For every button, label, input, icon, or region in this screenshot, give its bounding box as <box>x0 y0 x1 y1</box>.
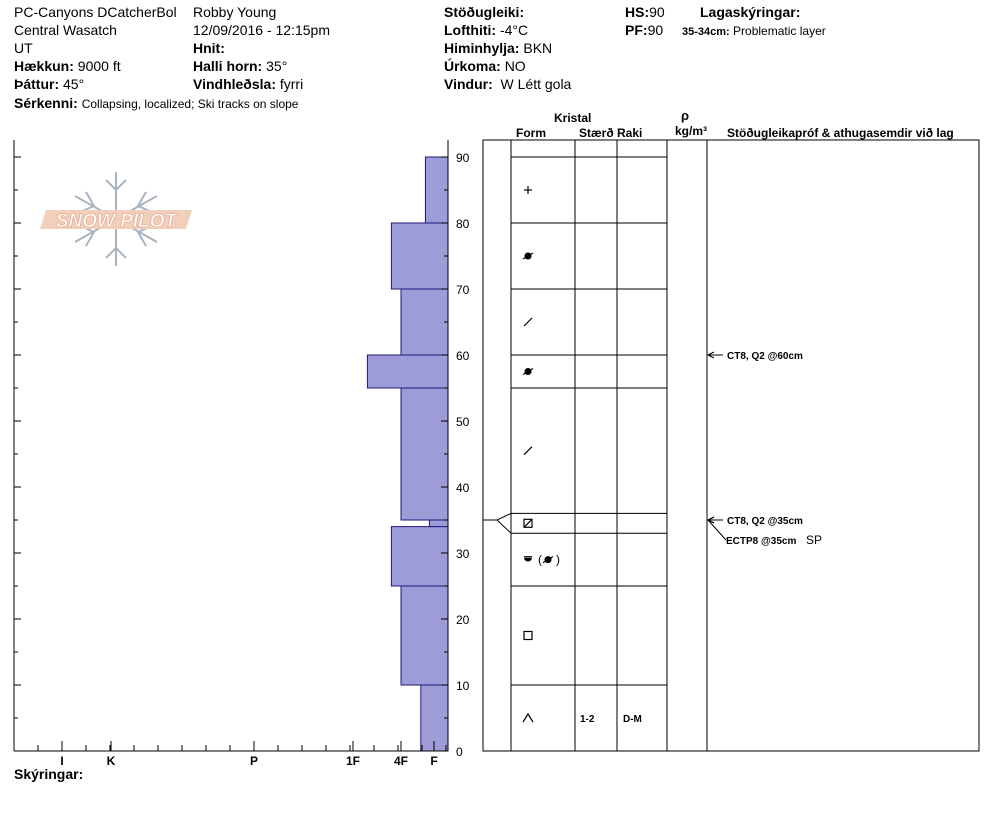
y-tick-label: 70 <box>456 283 470 297</box>
y-tick-label: 40 <box>456 481 470 495</box>
hardness-bar <box>401 388 448 520</box>
test-result: CT8, Q2 @35cm <box>727 516 803 527</box>
crystal-header: Kristal <box>554 111 592 125</box>
y-tick-label: 80 <box>456 217 470 231</box>
problem-layer-text: Problematic layer <box>733 24 826 38</box>
y-tick-label: 30 <box>456 547 470 561</box>
test-extra: SP <box>806 533 823 547</box>
x-tick-label: K <box>106 754 116 768</box>
air-temp-label: Lofthiti: <box>444 22 497 38</box>
features-label: Sérkenni: <box>14 95 78 111</box>
hardness-bar <box>367 355 448 388</box>
air-temp-value: -4°C <box>499 22 529 38</box>
test-result: ECTP8 @35cm <box>726 536 797 547</box>
moisture-value: D-M <box>623 714 642 725</box>
hardness-bar <box>401 586 448 685</box>
hardness-bar <box>429 520 448 527</box>
y-tick-label: 0 <box>456 745 463 759</box>
hardness-bar <box>401 289 448 355</box>
sky-value: BKN <box>523 40 553 56</box>
hs-value: 90 <box>649 4 665 20</box>
y-tick-label: 90 <box>456 151 470 165</box>
snowpilot-logo <box>40 172 192 266</box>
site-name: PC-Canyons DCatcherBol <box>14 4 177 20</box>
wind-loading-label: Vindhleðsla: <box>193 76 276 92</box>
y-tick-label: 50 <box>456 415 470 429</box>
density-unit: kg/m³ <box>675 124 708 138</box>
observer-name: Robby Young <box>193 4 277 20</box>
moisture-header: Raki <box>617 126 643 140</box>
y-tick-label: 10 <box>456 679 470 693</box>
hardness-bar <box>391 223 448 289</box>
precip-label: Úrkoma: <box>444 58 501 74</box>
y-tick-label: 60 <box>456 349 470 363</box>
stability-label: Stöðugleiki: <box>444 4 525 20</box>
hardness-bar <box>391 527 448 586</box>
pf-value: 90 <box>647 22 664 38</box>
x-tick-label: 4F <box>393 754 409 768</box>
tests-header: Stöðugleikapróf & athugasemdir við lag <box>727 126 954 140</box>
layer-notes-label: Lagaskýringar: <box>700 4 801 20</box>
elevation-label: Hækkun: <box>14 58 74 74</box>
precip-value: NO <box>504 58 526 74</box>
slope-label: Halli horn: <box>193 58 263 74</box>
grain-size: 1-2 <box>580 714 595 725</box>
aspect-value: 45° <box>63 76 85 92</box>
date-time: 12/09/2016 - 12:15pm <box>193 22 330 38</box>
pf-label: PF: <box>625 22 648 38</box>
x-tick-label: P <box>249 754 259 768</box>
state: UT <box>14 40 33 56</box>
wind-value: W Létt gola <box>500 76 572 92</box>
test-result: CT8, Q2 @60cm <box>727 351 803 362</box>
svg-text:): ) <box>556 552 560 567</box>
wind-label: Vindur: <box>444 76 493 92</box>
x-tick-label: F <box>430 754 438 768</box>
comments-label: Skýringar: <box>14 766 84 782</box>
aspect-label: Þáttur: <box>14 76 60 92</box>
problem-layer-range: 35-34cm: <box>682 26 730 38</box>
hs-label: HS: <box>625 4 650 20</box>
x-tick-label: I <box>60 754 64 768</box>
y-tick-label: 20 <box>456 613 470 627</box>
svg-text:(: ( <box>538 552 542 567</box>
sky-label: Himinhylja: <box>444 40 520 56</box>
slope-value: 35° <box>266 58 288 74</box>
density-symbol: ρ <box>681 108 690 123</box>
features-value: Collapsing, localized; Ski tracks on slope <box>81 97 299 111</box>
wind-loading-value: fyrri <box>279 76 304 92</box>
logo-text: SNOW PILOT <box>55 211 177 232</box>
size-header: Stærð <box>579 126 614 140</box>
coords-label: Hnit: <box>193 40 225 56</box>
x-tick-label: 1F <box>345 754 361 768</box>
form-header: Form <box>516 126 546 140</box>
elevation-value: 9000 ft <box>77 58 121 74</box>
region: Central Wasatch <box>14 22 117 38</box>
